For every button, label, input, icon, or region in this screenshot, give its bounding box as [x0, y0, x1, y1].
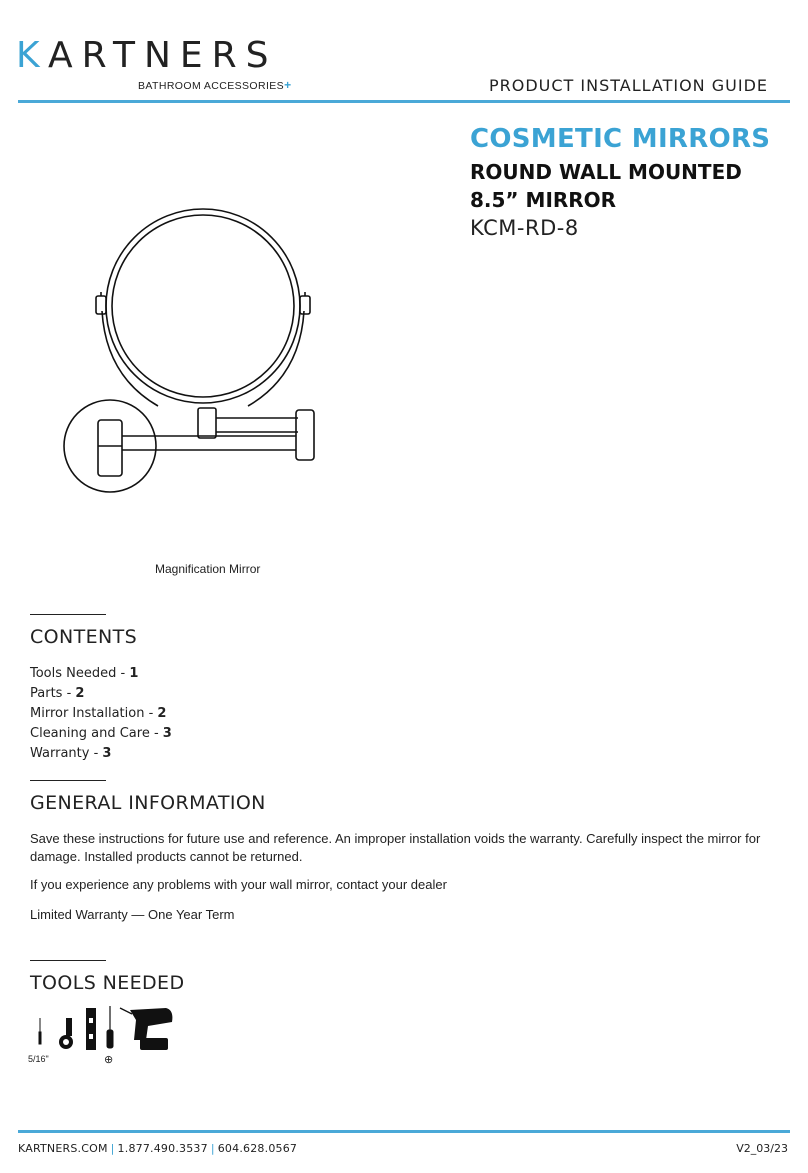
logo-plus-icon: +	[284, 78, 292, 92]
contents-item-tools: Tools Needed - 1	[30, 666, 139, 681]
mirror-inner-ring	[112, 215, 294, 397]
product-code: KCM-RD-8	[470, 216, 579, 240]
general-paragraph-1: Save these instructions for future use and reference. An improper installation voids the warranty. Carefully inspect the mirror for damage. Installed products cannot be returned.	[30, 831, 761, 864]
tape-measure-icon	[59, 1018, 73, 1049]
screwdriver-icon	[107, 1006, 113, 1048]
footer-phone-1: 1.877.490.3537	[117, 1142, 208, 1155]
tools-illustration	[28, 1004, 178, 1054]
contents-item-cleaning: Cleaning and Care - 3	[30, 726, 172, 741]
tools-rule	[30, 960, 106, 961]
contents-page-number: 3	[162, 726, 172, 741]
footer-rule	[18, 1130, 790, 1133]
contents-list	[30, 664, 172, 764]
screwdriver-type-icon: ⊕	[104, 1054, 114, 1066]
level-icon	[86, 1008, 96, 1050]
product-category: COSMETIC MIRRORS	[470, 124, 771, 154]
product-name-line2: 8.5” MIRROR	[470, 188, 617, 212]
arm-elbow-joint	[296, 410, 314, 460]
pivot-knob-left	[96, 296, 106, 314]
product-name-line1: ROUND WALL MOUNTED	[470, 160, 742, 184]
document-version: V2_03/23	[736, 1142, 788, 1155]
contents-page-number: 3	[102, 746, 112, 761]
logo-tagline-text: BATHROOM ACCESSORIES	[138, 80, 285, 92]
footer-website[interactable]: KARTNERS.COM	[18, 1142, 108, 1155]
mirror-outer-ring	[106, 209, 300, 403]
pivot-knob-right	[300, 296, 310, 314]
drill-bit-label: 5/16"	[28, 1054, 49, 1064]
contents-item-warranty: Warranty - 3	[30, 746, 112, 761]
tools-heading: TOOLS NEEDED	[30, 972, 185, 994]
logo-tagline	[138, 78, 292, 92]
logo-letters: ARTNERS	[47, 35, 278, 76]
mirror-yoke-right	[248, 311, 304, 406]
header-rule	[18, 100, 790, 103]
contents-page-number: 1	[129, 666, 139, 681]
contents-item-parts: Parts - 2	[30, 686, 85, 701]
general-rule	[30, 780, 106, 781]
general-heading: GENERAL INFORMATION	[30, 792, 266, 814]
logo-wordmark	[16, 35, 292, 76]
contents-item-installation: Mirror Installation - 2	[30, 706, 167, 721]
footer-separator: |	[110, 1142, 115, 1155]
general-paragraph-2: If you experience any problems with your wall mirror, contact your dealer	[30, 877, 447, 892]
drill-bit-icon	[39, 1018, 41, 1044]
logo-letter-k: K	[16, 35, 48, 76]
mirror-yoke-left	[102, 311, 158, 406]
figure-caption: Magnification Mirror	[155, 562, 261, 576]
contents-page-number: 2	[157, 706, 167, 721]
contents-rule	[30, 614, 106, 615]
guide-title: PRODUCT INSTALLATION GUIDE	[488, 76, 768, 95]
mirror-stem	[198, 408, 216, 438]
contents-heading: CONTENTS	[30, 626, 138, 648]
mirror-illustration	[58, 196, 338, 506]
footer-separator: |	[210, 1142, 215, 1155]
tools-row	[28, 1004, 178, 1064]
footer-phone-2: 604.628.0567	[217, 1142, 298, 1155]
brand-logo	[16, 35, 292, 92]
wall-bracket	[98, 420, 122, 476]
general-paragraph-3: Limited Warranty — One Year Term	[30, 907, 235, 922]
footer-contact	[18, 1142, 297, 1155]
power-drill-icon	[120, 1008, 172, 1050]
contents-page-number: 2	[75, 686, 85, 701]
